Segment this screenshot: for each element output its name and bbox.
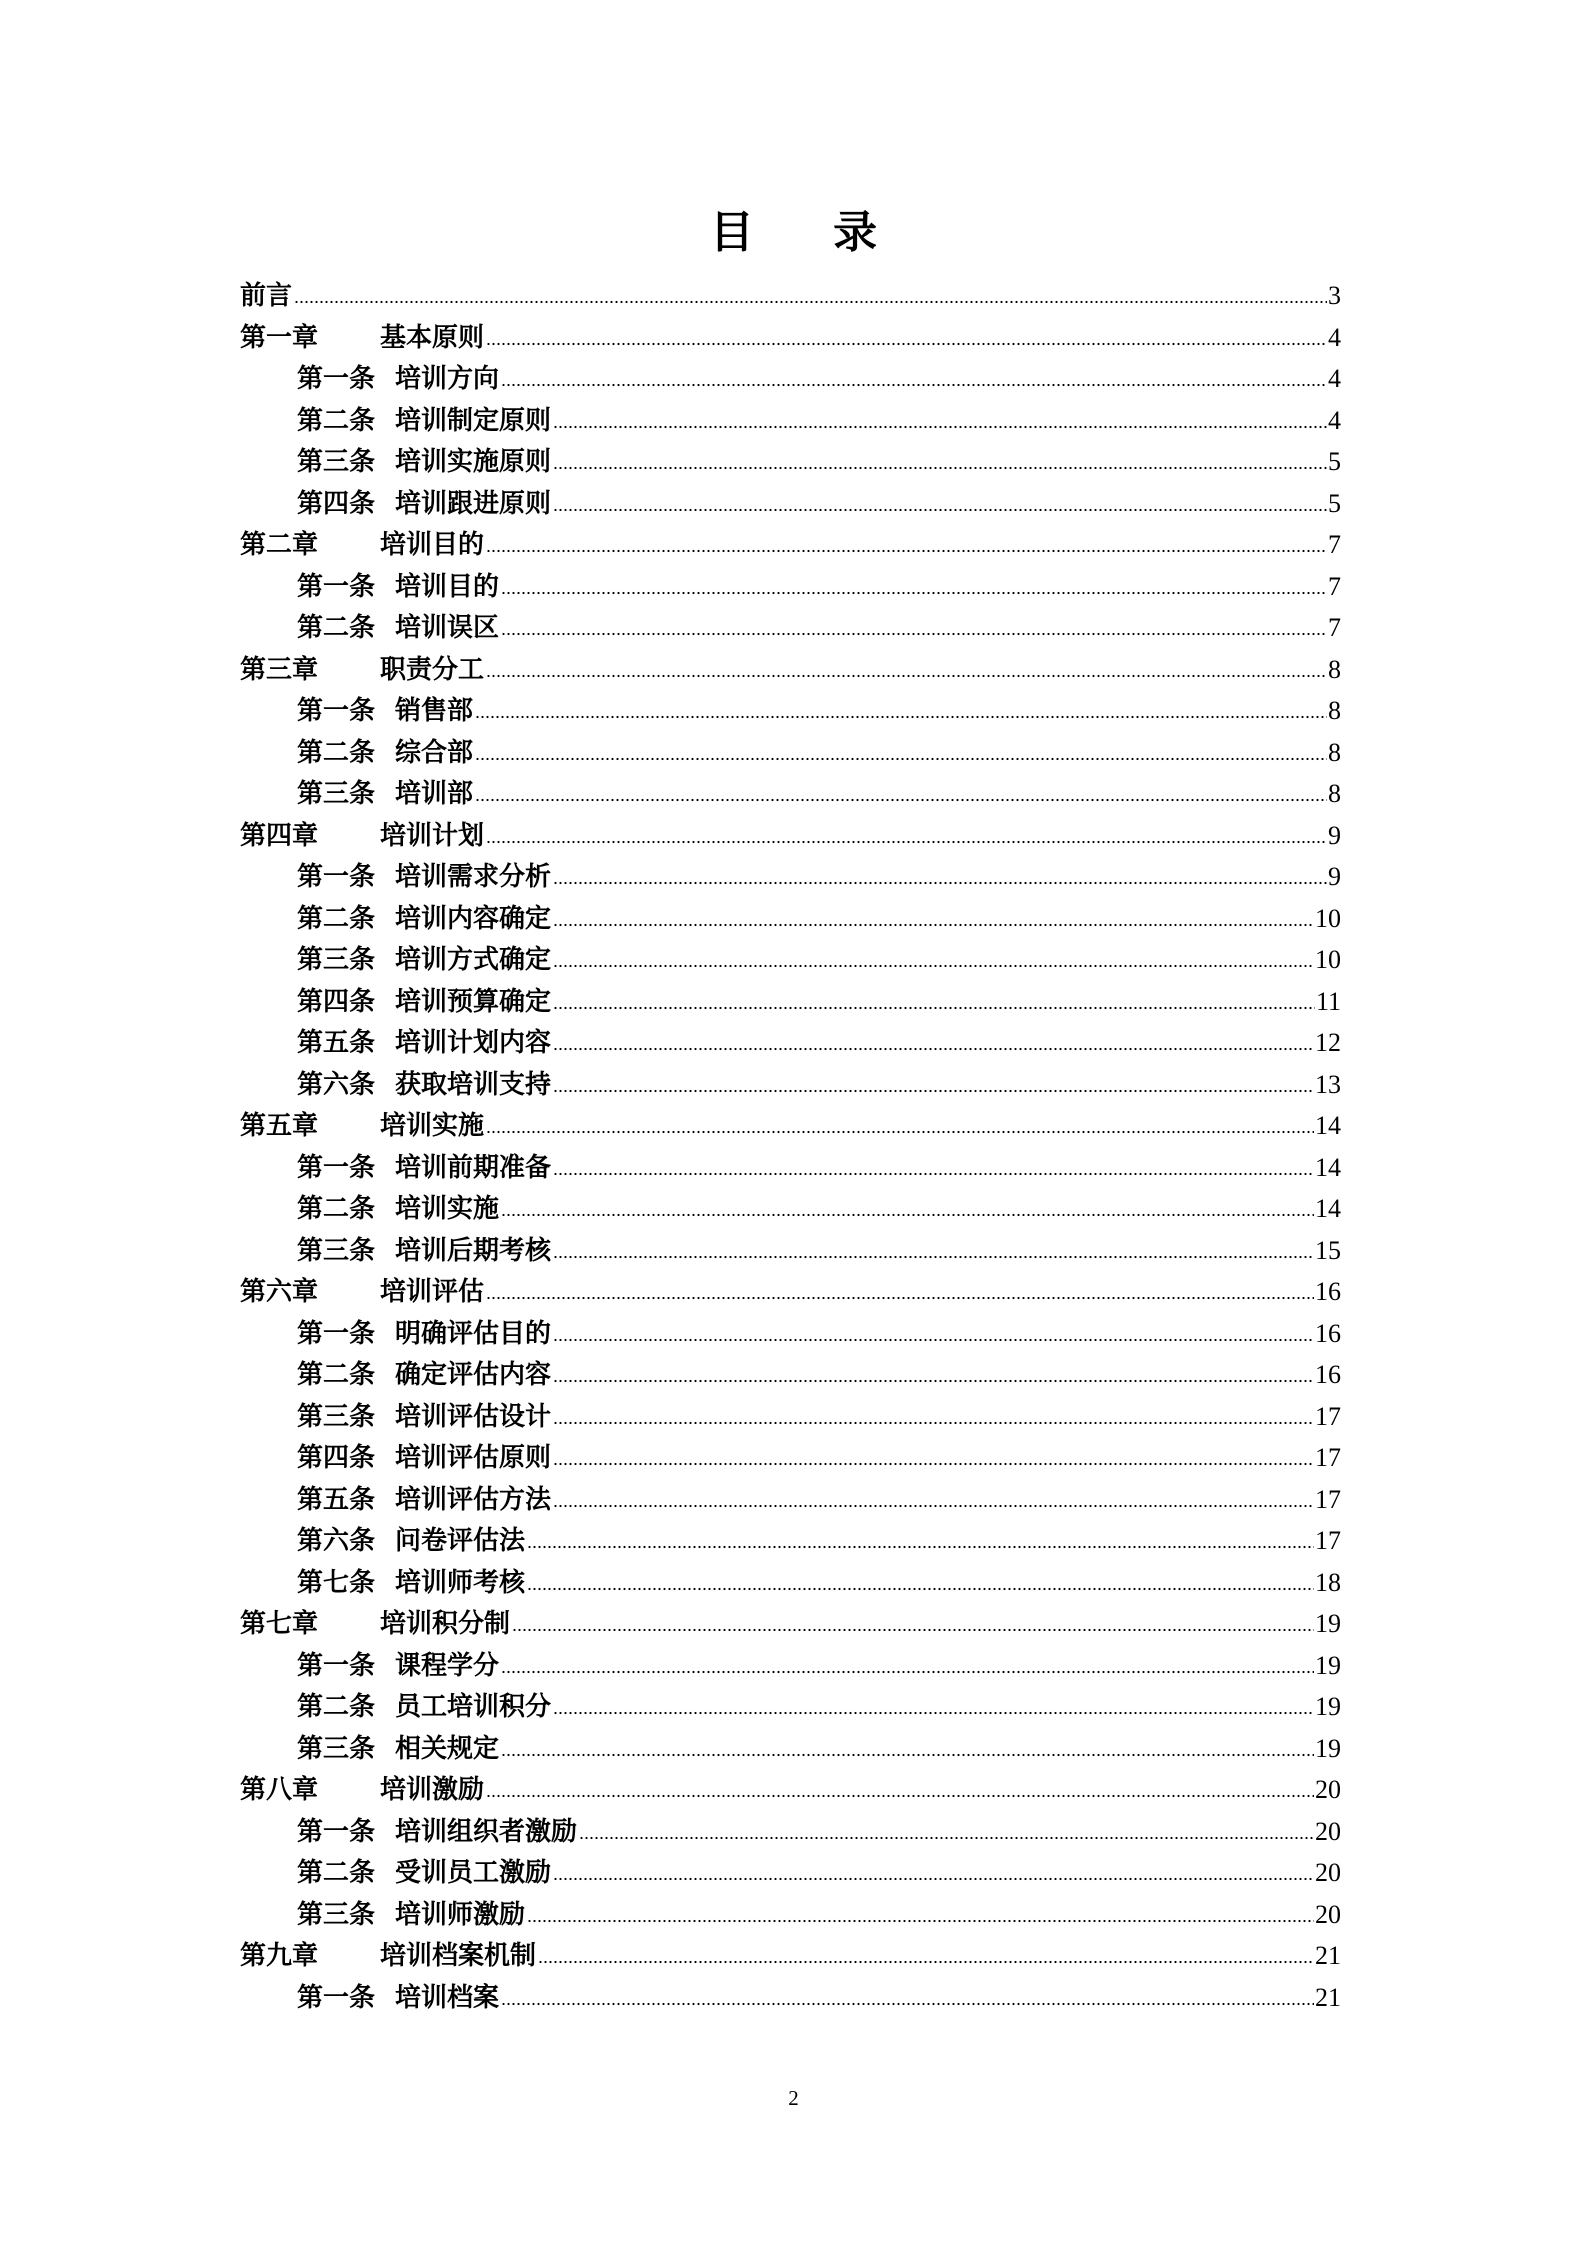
toc-entry-title: 培训实施原则 bbox=[395, 447, 552, 477]
toc-entry-title: 问卷评估法 bbox=[395, 1526, 526, 1556]
toc-entry-label: 第九章 bbox=[240, 1941, 319, 1971]
toc-article-entry bbox=[240, 441, 1341, 483]
toc-article-entry bbox=[240, 1894, 1341, 1936]
toc-article-entry bbox=[240, 1977, 1341, 2019]
toc-article-entry bbox=[240, 1022, 1341, 1064]
toc-page-number: 18 bbox=[1315, 1567, 1341, 1597]
toc-page-number: 8 bbox=[1328, 654, 1341, 684]
toc-dot-leader bbox=[486, 1282, 1314, 1300]
toc-article-entry bbox=[240, 1396, 1341, 1438]
toc-page-number: 15 bbox=[1315, 1235, 1341, 1265]
toc-entry-title: 培训评估方法 bbox=[395, 1484, 552, 1515]
toc-chapter-entry bbox=[240, 1603, 1341, 1645]
toc-page-number: 19 bbox=[1315, 1609, 1341, 1638]
toc-article-entry bbox=[240, 1686, 1341, 1728]
toc-entry-label: 第三条 bbox=[297, 1401, 376, 1432]
toc-dot-leader bbox=[553, 1158, 1314, 1176]
toc-entry-label: 第一条 bbox=[297, 1152, 376, 1183]
toc-dot-leader bbox=[501, 577, 1327, 595]
toc-entry-title: 培训目的 bbox=[380, 530, 485, 560]
toc-page-number: 3 bbox=[1328, 281, 1341, 310]
toc-page-number: 10 bbox=[1315, 903, 1341, 933]
toc-article-entry bbox=[240, 1230, 1341, 1272]
toc-entry-label: 第六章 bbox=[240, 1277, 319, 1307]
toc-page-number: 14 bbox=[1315, 1111, 1341, 1140]
toc-chapter-entry bbox=[240, 1271, 1341, 1313]
toc-page-number: 4 bbox=[1328, 364, 1341, 393]
page-number-footer: 2 bbox=[788, 2086, 799, 2110]
toc-dot-leader bbox=[486, 660, 1327, 678]
toc-page-number: 8 bbox=[1328, 737, 1341, 767]
toc-article-entry bbox=[240, 1852, 1341, 1894]
toc-page-number: 21 bbox=[1315, 1982, 1341, 2012]
toc-page-number: 4 bbox=[1328, 322, 1341, 352]
toc-entry-label: 第一条 bbox=[297, 571, 376, 602]
toc-entry-title: 培训评估原则 bbox=[395, 1443, 552, 1473]
toc-entry-title: 确定评估内容 bbox=[395, 1360, 552, 1390]
toc-dot-leader bbox=[475, 701, 1327, 719]
toc-chapter-entry bbox=[240, 649, 1341, 691]
toc-dot-leader bbox=[553, 1365, 1314, 1383]
toc-dot-leader bbox=[294, 286, 1327, 304]
toc-dot-leader bbox=[553, 1324, 1314, 1342]
toc-article-entry bbox=[240, 1354, 1341, 1396]
toc-entry-label: 第二条 bbox=[297, 737, 376, 768]
toc-entry-title: 培训预算确定 bbox=[395, 986, 552, 1017]
toc-entry-label: 第三条 bbox=[297, 945, 376, 975]
toc-entry-title: 基本原则 bbox=[380, 322, 485, 353]
toc-page-number: 17 bbox=[1315, 1526, 1341, 1555]
toc-dot-leader bbox=[501, 1199, 1314, 1217]
toc-entry-title: 培训需求分析 bbox=[395, 862, 552, 892]
toc-entry-label: 第二条 bbox=[297, 1692, 376, 1722]
toc-entry-label: 第一条 bbox=[297, 1318, 376, 1349]
toc-dot-leader bbox=[553, 992, 1315, 1010]
toc-page-number: 20 bbox=[1315, 1899, 1341, 1929]
toc-entry-title: 培训档案 bbox=[395, 1982, 500, 2013]
toc-page-number: 19 bbox=[1315, 1692, 1341, 1721]
toc-dot-leader bbox=[553, 909, 1314, 927]
toc-entry-title: 受训员工激励 bbox=[395, 1858, 552, 1888]
toc-page-number: 5 bbox=[1328, 447, 1341, 476]
toc-dot-leader bbox=[501, 1988, 1314, 2006]
toc-page-number: 10 bbox=[1315, 945, 1341, 974]
toc-entry-label: 第三章 bbox=[240, 654, 319, 685]
toc-entry-label: 第一条 bbox=[297, 862, 376, 892]
toc-dot-leader bbox=[501, 1739, 1314, 1757]
toc-dot-leader bbox=[512, 1614, 1314, 1632]
toc-entry-title: 培训评估 bbox=[380, 1277, 485, 1307]
toc-dot-leader bbox=[486, 1116, 1314, 1134]
toc-dot-leader bbox=[475, 743, 1327, 761]
toc-entry-title: 培训组织者激励 bbox=[395, 1816, 578, 1847]
toc-chapter-entry bbox=[240, 1935, 1341, 1977]
toc-entry-title: 相关规定 bbox=[395, 1733, 500, 1764]
toc-article-entry bbox=[240, 1728, 1341, 1770]
toc-dot-leader bbox=[553, 452, 1327, 470]
toc-entry-title: 培训内容确定 bbox=[395, 903, 552, 934]
toc-entry-label: 第五条 bbox=[297, 1484, 376, 1515]
toc-dot-leader bbox=[527, 1573, 1314, 1591]
toc-dot-leader bbox=[553, 867, 1327, 885]
toc-dot-leader bbox=[486, 1780, 1314, 1798]
toc-article-entry bbox=[240, 1313, 1341, 1355]
toc-dot-leader bbox=[553, 1033, 1314, 1051]
toc-entry-label: 第四条 bbox=[297, 1443, 376, 1473]
toc-article-entry bbox=[240, 1562, 1341, 1604]
toc-page-number: 14 bbox=[1315, 1152, 1341, 1182]
toc-page-number: 9 bbox=[1328, 862, 1341, 891]
toc-entry-label: 第七章 bbox=[240, 1609, 319, 1639]
toc-entry-label: 第二条 bbox=[297, 903, 376, 934]
toc-page-number: 8 bbox=[1328, 779, 1341, 808]
toc-article-entry bbox=[240, 1811, 1341, 1853]
toc-entry-label: 第七条 bbox=[297, 1567, 376, 1598]
toc-entry-title: 培训实施 bbox=[380, 1111, 485, 1141]
toc-entry-title: 员工培训积分 bbox=[395, 1692, 552, 1722]
toc-entry-label: 第四条 bbox=[297, 986, 376, 1017]
toc-article-entry bbox=[240, 981, 1341, 1023]
table-of-contents bbox=[240, 275, 1341, 2018]
toc-article-entry bbox=[240, 1437, 1341, 1479]
toc-entry-label: 第二条 bbox=[297, 1858, 376, 1888]
toc-article-entry bbox=[240, 939, 1341, 981]
toc-page-number: 12 bbox=[1315, 1028, 1341, 1057]
toc-page-number: 17 bbox=[1315, 1484, 1341, 1514]
toc-entry-title: 培训后期考核 bbox=[395, 1235, 552, 1266]
toc-article-entry bbox=[240, 856, 1341, 898]
toc-page-number: 20 bbox=[1315, 1816, 1341, 1846]
toc-article-entry bbox=[240, 1479, 1341, 1521]
toc-page-number: 16 bbox=[1315, 1360, 1341, 1389]
toc-entry-label: 第三条 bbox=[297, 447, 376, 477]
toc-entry-label: 第二章 bbox=[240, 530, 319, 560]
toc-article-entry bbox=[240, 1188, 1341, 1230]
toc-entry-label: 第六条 bbox=[297, 1526, 376, 1556]
toc-page-number: 7 bbox=[1328, 530, 1341, 559]
toc-article-entry bbox=[240, 400, 1341, 442]
toc-article-entry bbox=[240, 1147, 1341, 1189]
toc-entry-label: 第三条 bbox=[297, 1733, 376, 1764]
toc-entry-title: 明确评估目的 bbox=[395, 1318, 552, 1349]
toc-entry-title: 培训部 bbox=[395, 779, 474, 809]
toc-entry-label: 第一条 bbox=[297, 1982, 376, 2013]
toc-entry-label: 第六条 bbox=[297, 1069, 376, 1100]
toc-entry-label: 第一条 bbox=[297, 696, 376, 726]
toc-entry-title: 培训师激励 bbox=[395, 1899, 526, 1930]
toc-dot-leader bbox=[553, 411, 1327, 429]
toc-dot-leader bbox=[486, 535, 1327, 553]
toc-dot-leader bbox=[553, 1863, 1314, 1881]
toc-chapter-entry bbox=[240, 317, 1341, 359]
toc-dot-leader bbox=[486, 826, 1327, 844]
toc-entry-title: 培训档案机制 bbox=[380, 1941, 537, 1971]
toc-dot-leader bbox=[501, 618, 1327, 636]
toc-entry-label: 第二条 bbox=[297, 1194, 376, 1224]
toc-page-number: 17 bbox=[1315, 1401, 1341, 1431]
toc-entry-title: 培训制定原则 bbox=[395, 405, 552, 436]
toc-chapter-entry bbox=[240, 1769, 1341, 1811]
toc-page-number: 11 bbox=[1315, 986, 1341, 1016]
toc-page-number: 8 bbox=[1328, 696, 1341, 725]
toc-article-entry bbox=[240, 898, 1341, 940]
toc-page-number: 4 bbox=[1328, 405, 1341, 435]
toc-entry-title: 综合部 bbox=[395, 737, 474, 768]
toc-page-number: 20 bbox=[1315, 1775, 1341, 1804]
toc-entry-title: 培训实施 bbox=[395, 1194, 500, 1224]
toc-dot-leader bbox=[527, 1905, 1314, 1923]
toc-article-entry bbox=[240, 1520, 1341, 1562]
toc-entry-title: 培训方式确定 bbox=[395, 945, 552, 975]
toc-dot-leader bbox=[501, 1656, 1314, 1674]
toc-entry-title: 培训方向 bbox=[395, 364, 500, 394]
toc-page-number: 7 bbox=[1328, 613, 1341, 642]
toc-entry-title: 培训前期准备 bbox=[395, 1152, 552, 1183]
toc-dot-leader bbox=[501, 369, 1327, 387]
toc-dot-leader bbox=[553, 1448, 1314, 1466]
toc-dot-leader bbox=[553, 1075, 1314, 1093]
toc-entry-label: 第八章 bbox=[240, 1775, 319, 1805]
toc-chapter-entry bbox=[240, 815, 1341, 857]
toc-entry-label: 第四章 bbox=[240, 820, 319, 851]
toc-page-number: 7 bbox=[1328, 571, 1341, 601]
toc-dot-leader bbox=[527, 1531, 1314, 1549]
toc-entry-title: 获取培训支持 bbox=[395, 1069, 552, 1100]
toc-entry-title: 培训跟进原则 bbox=[395, 488, 552, 519]
toc-article-entry bbox=[240, 483, 1341, 525]
toc-entry-title: 培训计划 bbox=[380, 820, 485, 851]
toc-entry-label: 第三条 bbox=[297, 1899, 376, 1930]
toc-page-number: 13 bbox=[1315, 1069, 1341, 1099]
toc-entry-title: 职责分工 bbox=[380, 654, 485, 685]
toc-article-entry bbox=[240, 732, 1341, 774]
toc-dot-leader bbox=[553, 494, 1327, 512]
toc-entry-label: 第三条 bbox=[297, 1235, 376, 1266]
toc-page-number: 14 bbox=[1315, 1194, 1341, 1223]
toc-page-number: 19 bbox=[1315, 1650, 1341, 1680]
toc-article-entry bbox=[240, 358, 1341, 400]
toc-entry-title: 培训误区 bbox=[395, 613, 500, 643]
toc-dot-leader bbox=[538, 1946, 1314, 1964]
toc-entry-title: 课程学分 bbox=[395, 1650, 500, 1681]
toc-entry-label: 第三条 bbox=[297, 779, 376, 809]
toc-page-number: 21 bbox=[1315, 1941, 1341, 1970]
toc-page-number: 20 bbox=[1315, 1858, 1341, 1887]
toc-entry-title: 培训激励 bbox=[380, 1775, 485, 1805]
toc-chapter-entry bbox=[240, 275, 1341, 317]
toc-entry-label: 第四条 bbox=[297, 488, 376, 519]
toc-chapter-entry bbox=[240, 1105, 1341, 1147]
toc-entry-title: 培训师考核 bbox=[395, 1567, 526, 1598]
toc-dot-leader bbox=[553, 1241, 1314, 1259]
toc-page-number: 5 bbox=[1328, 488, 1341, 518]
toc-dot-leader bbox=[553, 950, 1314, 968]
toc-heading: 目 录 bbox=[709, 207, 878, 258]
toc-entry-title: 培训积分制 bbox=[380, 1609, 511, 1639]
toc-dot-leader bbox=[486, 328, 1327, 346]
toc-dot-leader bbox=[553, 1697, 1314, 1715]
toc-entry-label: 前言 bbox=[240, 281, 293, 311]
toc-entry-label: 第五章 bbox=[240, 1111, 319, 1141]
toc-article-entry bbox=[240, 1064, 1341, 1106]
toc-dot-leader bbox=[579, 1822, 1314, 1840]
toc-entry-label: 第一条 bbox=[297, 364, 376, 394]
toc-dot-leader bbox=[475, 784, 1327, 802]
toc-page-number: 19 bbox=[1315, 1733, 1341, 1763]
toc-dot-leader bbox=[553, 1490, 1314, 1508]
toc-entry-label: 第一章 bbox=[240, 322, 319, 353]
toc-page-number: 9 bbox=[1328, 820, 1341, 850]
toc-page-number: 16 bbox=[1315, 1318, 1341, 1348]
toc-entry-title: 培训目的 bbox=[395, 571, 500, 602]
toc-article-entry bbox=[240, 607, 1341, 649]
toc-article-entry bbox=[240, 1645, 1341, 1687]
toc-article-entry bbox=[240, 773, 1341, 815]
toc-entry-label: 第二条 bbox=[297, 613, 376, 643]
toc-dot-leader bbox=[553, 1407, 1314, 1425]
toc-entry-label: 第一条 bbox=[297, 1816, 376, 1847]
toc-chapter-entry bbox=[240, 524, 1341, 566]
toc-entry-label: 第二条 bbox=[297, 405, 376, 436]
toc-page-number: 17 bbox=[1315, 1443, 1341, 1472]
toc-entry-label: 第二条 bbox=[297, 1360, 376, 1390]
toc-article-entry bbox=[240, 690, 1341, 732]
toc-entry-title: 销售部 bbox=[395, 696, 474, 726]
toc-entry-label: 第一条 bbox=[297, 1650, 376, 1681]
toc-entry-title: 培训计划内容 bbox=[395, 1028, 552, 1058]
toc-entry-title: 培训评估设计 bbox=[395, 1401, 552, 1432]
toc-article-entry bbox=[240, 566, 1341, 608]
toc-entry-label: 第五条 bbox=[297, 1028, 376, 1058]
toc-page-number: 16 bbox=[1315, 1277, 1341, 1306]
